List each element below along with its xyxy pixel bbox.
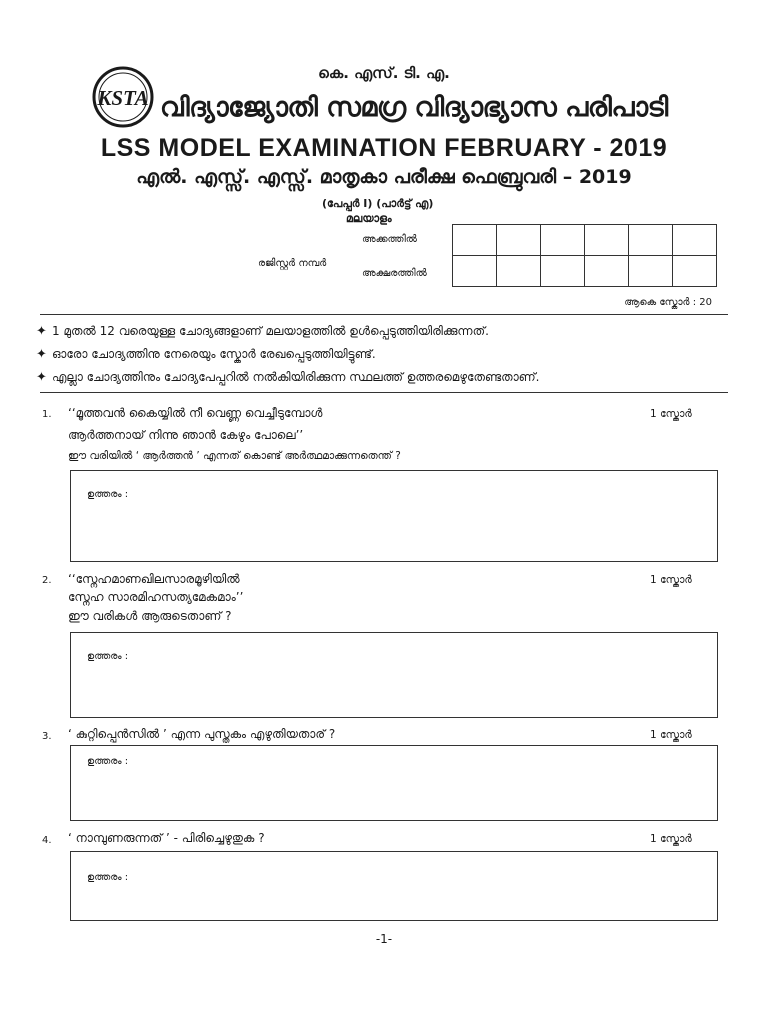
- question-2-line-1: ‘‘സ്നേഹമാണഖിലസാരമൂഴിയിൽ: [68, 572, 240, 586]
- register-cell[interactable]: [497, 225, 541, 256]
- instruction-text: 1 മുതൽ 12 വരെയുള്ള ചോദ്യങ്ങളാണ് മലയാളത്തിൽ ഉൾപ്പെടുത്തിയിരിക്കുന്നത്.: [52, 324, 489, 338]
- answer-box[interactable]: [70, 632, 718, 718]
- exam-title-english: LSS MODEL EXAMINATION FEBRUARY - 2019: [100, 134, 668, 162]
- question-number: 2.: [42, 575, 52, 586]
- register-cell[interactable]: [629, 256, 673, 287]
- instruction-item: [36, 347, 376, 362]
- question-2-line-2: സ്നേഹ സാരമിഹസത്യമേകമാം’’: [68, 590, 244, 604]
- total-score: ആകെ സ്കോർ : 20: [624, 297, 712, 308]
- register-cell[interactable]: [673, 225, 717, 256]
- register-cell[interactable]: [453, 225, 497, 256]
- question-number: 3.: [42, 731, 52, 742]
- question-4-text: ‘ നാമ്പുണരുന്നത് ’ - പിരിച്ചെഴുതുക ?: [68, 831, 265, 845]
- instruction-text: ഓരോ ചോദ്യത്തിനു നേരെയും സ്കോർ രേഖപ്പെടുത്തിയിട്ടുണ്ട്.: [52, 347, 376, 361]
- question-2-prompt: ഈ വരികൾ ആരുടെതാണ് ?: [68, 609, 232, 623]
- register-cell[interactable]: [541, 256, 585, 287]
- question-score: 1 സ്കോർ: [650, 574, 692, 586]
- question-1-prompt: ഈ വരിയിൽ ‘ ആർത്തൻ ’ എന്നത് കൊണ്ട് അർത്ഥമാക്കുന്നതെന്ത് ?: [68, 450, 401, 462]
- words-row[interactable]: [453, 256, 717, 287]
- register-cell[interactable]: [541, 225, 585, 256]
- question-score: 1 സ്കോർ: [650, 729, 692, 741]
- answer-label: ഉത്തരം :: [87, 651, 129, 662]
- page-number: -1-: [375, 932, 393, 946]
- logo-text: KSTA: [97, 86, 149, 110]
- in-figures-label: അക്കത്തിൽ: [362, 234, 417, 245]
- in-words-label: അക്ഷരത്തിൽ: [362, 268, 427, 279]
- answer-label: ഉത്തരം :: [87, 489, 129, 500]
- scheme-title: വിദ്യാജ്യോതി സമഗ്ര വിദ്യാഭ്യാസ പരിപാടി: [160, 92, 668, 123]
- instruction-item: [36, 324, 489, 339]
- instruction-item: [36, 370, 539, 385]
- organization-name: കെ. എസ്. ടി. എ.: [318, 64, 450, 82]
- question-score: 1 സ്കോർ: [650, 408, 692, 420]
- answer-label: ഉത്തരം :: [87, 872, 129, 883]
- subject-label: മലയാളം: [346, 212, 392, 225]
- question-1-line-2: ആർത്തനായ് നിന്നു ഞാൻ കേഴും പോലെ’’: [68, 428, 304, 442]
- divider-instructions: [40, 392, 728, 393]
- question-3-text: ‘ കുറ്റിപ്പെൻസിൽ ’ എന്ന പുസ്തകം എഴുതിയതാര് ?: [68, 727, 336, 741]
- question-score: 1 സ്കോർ: [650, 833, 692, 845]
- paper-label: (പേപ്പർ I) (പാർട്ട് എ): [322, 197, 434, 210]
- divider-top: [40, 314, 728, 315]
- answer-box[interactable]: [70, 745, 718, 821]
- answer-box[interactable]: [70, 851, 718, 921]
- register-number-grid[interactable]: [452, 224, 717, 287]
- figures-row[interactable]: [453, 225, 717, 256]
- question-number: 4.: [42, 835, 52, 846]
- register-cell[interactable]: [673, 256, 717, 287]
- register-number-label: രജിസ്റ്റർ നമ്പർ: [258, 258, 327, 269]
- answer-box[interactable]: [70, 470, 718, 562]
- register-cell[interactable]: [629, 225, 673, 256]
- register-cell[interactable]: [585, 256, 629, 287]
- question-number: 1.: [42, 409, 52, 420]
- star-bullet-icon: ✦: [36, 370, 47, 385]
- instruction-text: എല്ലാ ചോദ്യത്തിനും ചോദ്യപേപ്പറിൽ നൽകിയിരിക്കുന്ന സ്ഥലത്ത് ഉത്തരമെഴുതേണ്ടതാണ്.: [52, 370, 540, 384]
- star-bullet-icon: ✦: [36, 347, 47, 362]
- answer-label: ഉത്തരം :: [87, 756, 129, 767]
- question-1-line-1: ‘‘മൂത്തവൻ കൈയ്യിൽ നീ വെണ്ണ വെച്ചീടുമ്പോൾ: [68, 406, 323, 420]
- star-bullet-icon: ✦: [36, 324, 47, 339]
- register-cell[interactable]: [497, 256, 541, 287]
- exam-title-malayalam: എൽ. എസ്സ്. എസ്സ്. മാതൃകാ പരീക്ഷ ഫെബ്രുവരി – 2019: [136, 166, 632, 188]
- register-cell[interactable]: [585, 225, 629, 256]
- register-cell[interactable]: [453, 256, 497, 287]
